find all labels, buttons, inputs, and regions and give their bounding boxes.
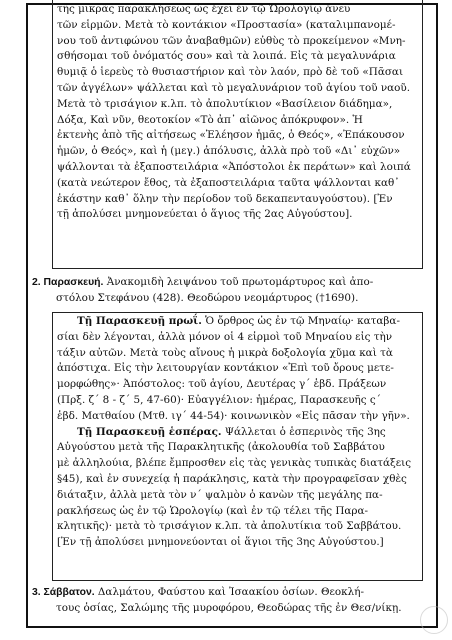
section2-number: 2. Παρασκευή. [32,277,104,288]
section3-text-2: τους ὁσίας, Σαλώμης τῆς μυροφόρου, Θεοδώρας τῆς ἐν Θεσ/νίκῃ. [56,601,402,614]
text-line: §45), καὶ ἐν συνεχείᾳ ἡ παράκλησις, κατὰ τὴν προγραφεῖσαν χθὲς [57,472,407,485]
section3-text-1: Δαλμάτου, Φαύστου καὶ Ἰσαακίου ὁσίων. Θεοκλή- [97,586,364,598]
text-line: τῆς μικρᾶς παρακλήσεως ὡς ἔχει ἐν τῷ Ὡρολογίῳ ἄνευ [57,3,351,15]
text-line: Δόξα, Καὶ νῦν, θεοτοκίον «Τὸ ἀπ᾽ αἰῶνος ἀπόκρυφον». Ἡ [57,113,363,126]
text-line: ἀπόστιχα. Εἰς τὴν λειτουργίαν κοντάκιον «Ἐπὶ τοῦ ὄρους μετε- [57,362,394,375]
text-line: τῇ ἀπολύσει μνημονεύεται ὁ ἅγιος τῆς 2ας Αὐγούστου]. [57,208,353,221]
section2-header [32,275,422,307]
section2-line-1 [32,275,422,291]
section2-body [57,314,417,551]
text-line: κλητικῆς)· μετὰ τὸ τρισάγιον κ.λπ. τὰ ἀπολυτίκια τοῦ Σαββάτου. [57,520,402,533]
text-line: τῶν εἱρμῶν. Μετὰ τὸ κοντάκιον «Προστασία» (καταλιμπανομέ- [57,18,396,31]
text-line: σθήσομαι τοῦ ὀνόματός σου» καὶ τὰ λοιπά. Εἰς τὰ μεγαλυνάρια [57,50,396,63]
text-line: διάταξιν, ἀλλὰ μετὰ τὸν ν´ ψαλμὸν ὁ κανὼν τῆς μεγάλης πα- [57,488,383,501]
text-line: ἑβδ. Ματθαίου (Μτθ. ιγ´ 44-54)· κοινωνικὸν «Εἰς πᾶσαν τὴν γῆν». [57,409,410,422]
text-line: ἐκτενὴς ἀπὸ τῆς αἰτήσεως «Ἐλέησον ἡμᾶς, ὁ Θεός», «Ἐπάκουσον [57,129,405,142]
text-line: Μετὰ τὸ τρισάγιον κ.λπ. τὸ ἀπολυτίκιον «Βασίλειον διάδημα», [57,97,393,110]
text-line: τῶν ἀγγέλων» ψάλλεται καὶ τὸ μεγαλυνάριον τοῦ ἁγίου τοῦ ναοῦ. [57,81,411,94]
section3-number: 3. Σάββατον. [32,587,95,598]
text-line: σίαι δὲν λέγονται, ἀλλὰ μόνον οἱ 4 εἱρμοὶ τοῦ Μηναίου εἰς τὴν [57,330,393,343]
text-line [57,314,417,330]
evening-heading: Τῇ Παρασκευῇ ἑσπέρας. [77,425,222,438]
text-line: (κατὰ νεώτερον ἔθος, τὰ ἐξαποστειλάρια ταῦτα ψάλλονται καθ᾽ [57,176,400,189]
section3 [32,585,422,617]
text-line: θυμιᾷ ὁ ἱερεὺς τὸ θυσιαστήριον καὶ τὸν λαόν, πρὸ δὲ τοῦ «Πᾶσαι [57,66,404,79]
text-line: ἑκάστην καθ᾽ ὅλην τὴν περίοδον τοῦ δεκαπενταυγούστου). [Ἐν [57,192,393,205]
text-line: μὲ ἀλληλούια, βλέπε ἔμπροσθεν εἰς τὰς γενικὰς τυπικὰς διατάξεις [57,457,412,470]
text-line: Αὐγούστου μετὰ τῆς Παρακλητικῆς (ἀκολουθία τοῦ Σαββάτου [57,441,385,454]
morning-heading: Τῇ Παρασκευῇ πρωΐ. [77,315,202,327]
text-line [57,425,417,441]
watermark-stamp [420,606,448,634]
section2-intro-2: στόλου Στεφάνου (428). Θεοδώρου νεομάρτυρος (†1690). [56,291,359,304]
text-line: [Ἐν τῇ ἀπολύσει μνημονεύονται οἱ ἅγιοι τῆς 3ης Αὐγούστου.] [57,536,384,549]
text-line: ἡμῶν, ὁ Θεός», καὶ ἡ (μεγ.) ἀπόλυσις, ἀλλὰ πρὸ τοῦ «Δι᾽ εὐχῶν» [57,145,401,158]
section3-line-1 [32,585,422,601]
text-line: μορφώθης»· Ἀπόστολος: τοῦ ἁγίου, Δευτέρας γ´ ἑβδ. Πράξεων [57,378,387,391]
text-line: ψάλλονται τὰ ἐξαποστειλάρια «Ἀπόστολοι ἐκ περάτων» καὶ λοιπά [57,160,411,173]
section2-intro-1: Ἀνακομιδὴ λειψάνου τοῦ πρωτομάρτυρος καὶ ἀπο- [106,276,374,288]
text-line: (Πρξ. ζ´ 8 - ζ´ 5, 47-60)· Εὐαγγέλιον: ἡμέρας, Παρασκευῆς ς´ [57,393,381,406]
text-line: ρακλήσεως ὡς ἐν τῷ Ὡρολογίῳ (καὶ ἐν τῷ τέλει τῆς Παρα- [57,504,369,517]
section1-text [57,2,417,223]
text-line: νου τοῦ ἀντιφώνου τῶν ἀναβαθμῶν) εὐθὺς τὸ προκείμενον «Μνη- [57,34,406,47]
text-line-inline: Ψάλλεται ὁ ἑσπερινὸς τῆς 3ης [224,425,386,438]
text-line: τάξιν αὐτῶν. Μετὰ τοὺς αἴνους ἡ μικρὰ δοξολογία χῦμα καὶ τὰ [57,346,393,359]
text-line-inline: Ὁ ὄρθρος ὡς ἐν τῷ Μηναίῳ· καταβα- [205,315,400,327]
